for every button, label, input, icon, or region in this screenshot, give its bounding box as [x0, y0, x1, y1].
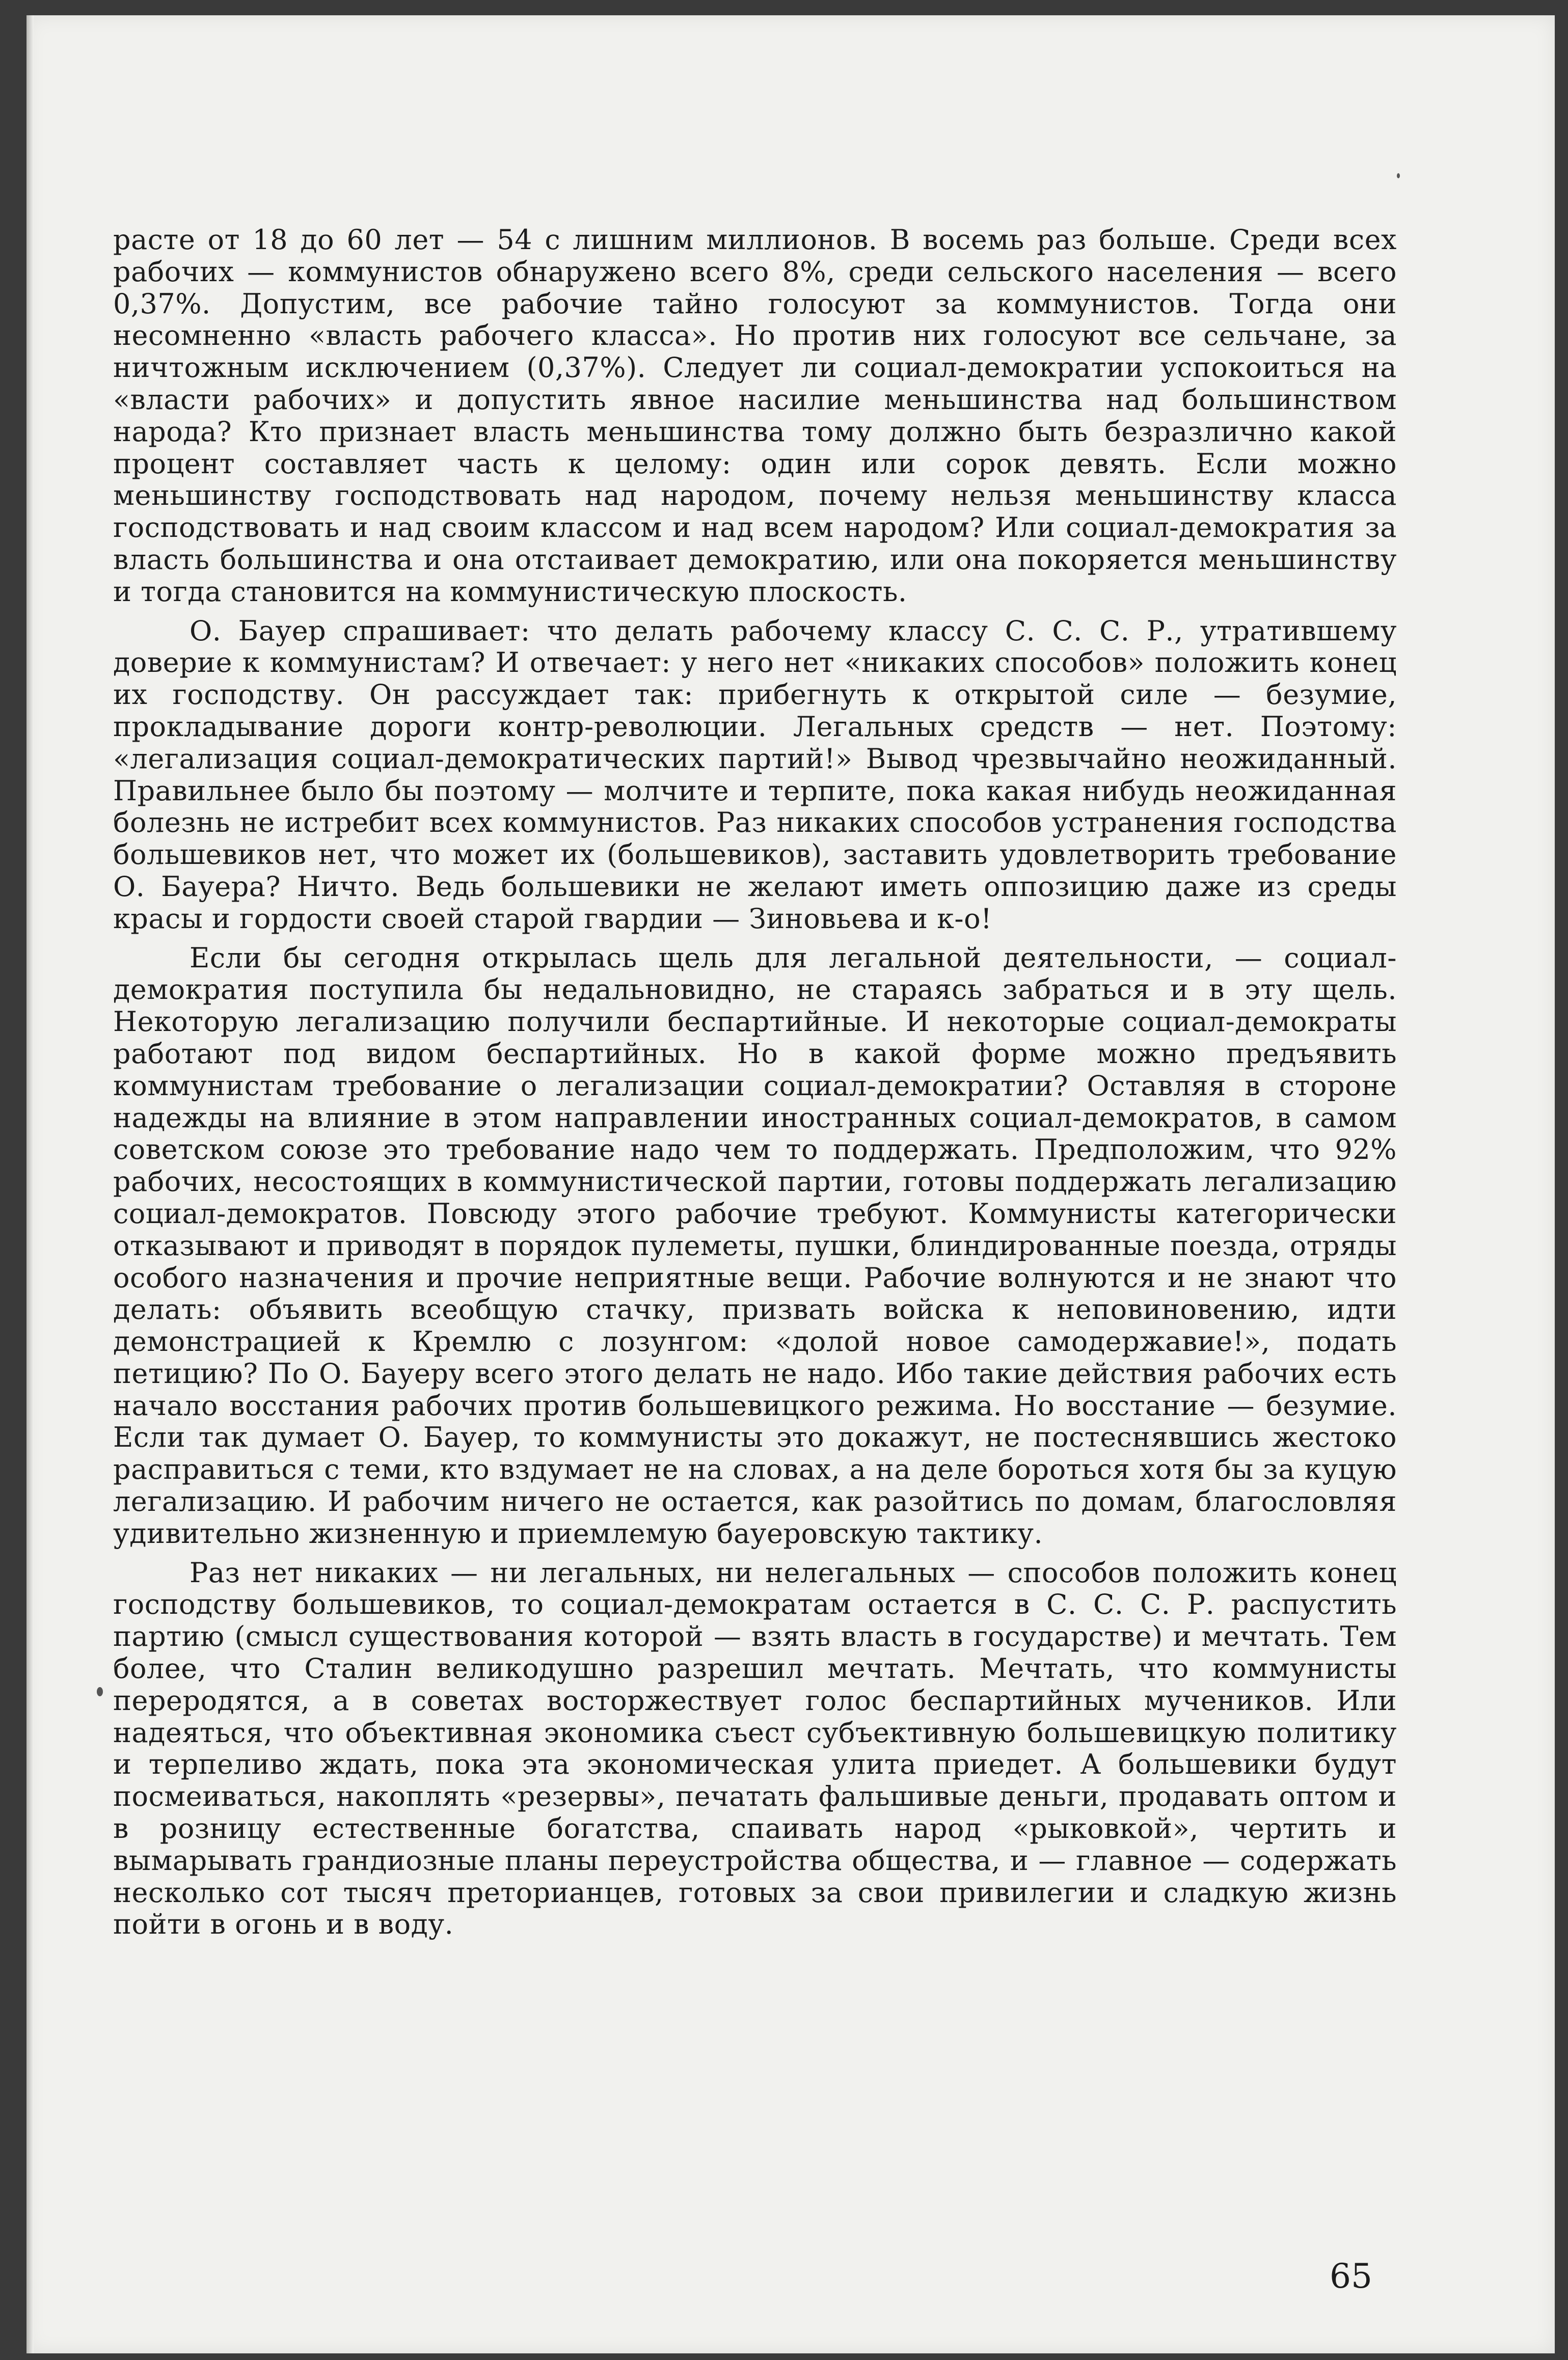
paragraph: Раз нет никаких — ни легальных, ни нелегальных — способов положить конец господству большевиков, то социал-демократам остается в С. С. С. Р. распустить партию (смысл существования которой — взять власть в государстве) и мечтать. Тем более, что Сталин великодушно разрешил мечтать. Мечтать, что коммунисты переродятся, а в советах восторжествует голос беспартийных мучеников. Или надеяться, что объективная экономика съест субъективную большевицкую политику и терпеливо ждать, пока эта экономическая улита приедет. А большевики будут посмеиваться, накоплять «резервы», печатать фальшивые деньги, продавать оптом и в розницу естественные богатства, спаивать народ «рыковкой», чертить и вымарывать грандиозные планы переустройства общества, и — главное — содержать несколько сот тысяч преторианцев, готовых за свои привилегии и сладкую жизнь пойти в огонь и в воду. — [113, 1556, 1397, 1941]
ink-speck — [97, 1687, 103, 1696]
ink-speck — [1397, 173, 1400, 178]
page-number: 65 — [1330, 2257, 1372, 2296]
book-page — [26, 15, 1555, 2353]
paragraph: О. Бауер спрашивает: что делать рабочему классу С. С. С. Р., утратившему доверие к коммунистам? И отвечает: у него нет «никаких способов» положить конец их господству. Он рассуждает так: прибегнуть к открытой силе — безумие, прокладывание дороги контр-революции. Легальных средств — нет. Поэтому: «легализация социал-демократических партий!» Вывод чрезвычайно неожиданный. Правильнее было бы поэтому — молчите и терпите, пока какая нибудь неожиданная болезнь не истребит всех коммунистов. Раз никаких способов устранения господства большевиков нет, что может их (большевиков), заставить удовлетворить требование О. Бауера? Ничто. Ведь большевики не желают иметь оппозицию даже из среды красы и гордости своей старой гвардии — Зиновьева и к-о! — [113, 614, 1397, 935]
body-text — [113, 224, 1397, 1948]
paragraph: расте от 18 до 60 лет — 54 с лишним миллионов. В восемь раз больше. Среди всех рабочих — коммунистов обнаружено всего 8%, среди сельского населения — всего 0,37%. Допустим, все рабочие тайно голосуют за коммунистов. Тогда они несомненно «власть рабочего класса». Но против них голосуют все сельчане, за ничтожным исключением (0,37%). Следует ли социал-демократии успокоиться на «власти рабочих» и допустить явное насилие меньшинства над большинством народа? Кто признает власть меньшинства тому должно быть безразлично какой процент составляет часть к целому: один или сорок девять. Если можно меньшинству господствовать над народом, почему нельзя меньшинству класса господствовать и над своим классом и над всем народом? Или социал-демократия за власть большинства и она отстаивает демократию, или она покоряется меньшинству и тогда становится на коммунистическую плоскость. — [113, 224, 1397, 608]
paragraph: Если бы сегодня открылась щель для легальной деятельности, — социал-демократия поступила бы недальновидно, не стараясь забраться и в эту щель. Некоторую легализацию получили беспартийные. И некоторые социал-демократы работают под видом беспартийных. Но в какой форме можно предъявить коммунистам требование о легализации социал-демократии? Оставляя в стороне надежды на влияние в этом направлении иностранных социал-демократов, в самом советском союзе это требование надо чем то поддержать. Предположим, что 92% рабочих, несостоящих в коммунистической партии, готовы поддержать легализацию социал-демократов. Повсюду этого рабочие требуют. Коммунисты категорически отказывают и приводят в порядок пулеметы, пушки, блиндированные поезда, отряды особого назначения и прочие неприятные вещи. Рабочие волнуются и не знают что делать: объявить всеобщую стачку, призвать войска к неповиновению, идти демонстрацией к Кремлю с лозунгом: «долой новое самодержавие!», подать петицию? По О. Бауеру всего этого делать не надо. Ибо такие действия рабочих есть начало восстания рабочих против большевицкого режима. Но восстание — безумие. Если так думает О. Бауер, то коммунисты это докажут, не постеснявшись жестоко расправиться с теми, кто вздумает не на словах, а на деле бороться хотя бы за куцую легализацию. И рабочим ничего не остается, как разойтись по домам, благословляя удивительно жизненную и приемлемую бауеровскую тактику. — [113, 941, 1397, 1550]
